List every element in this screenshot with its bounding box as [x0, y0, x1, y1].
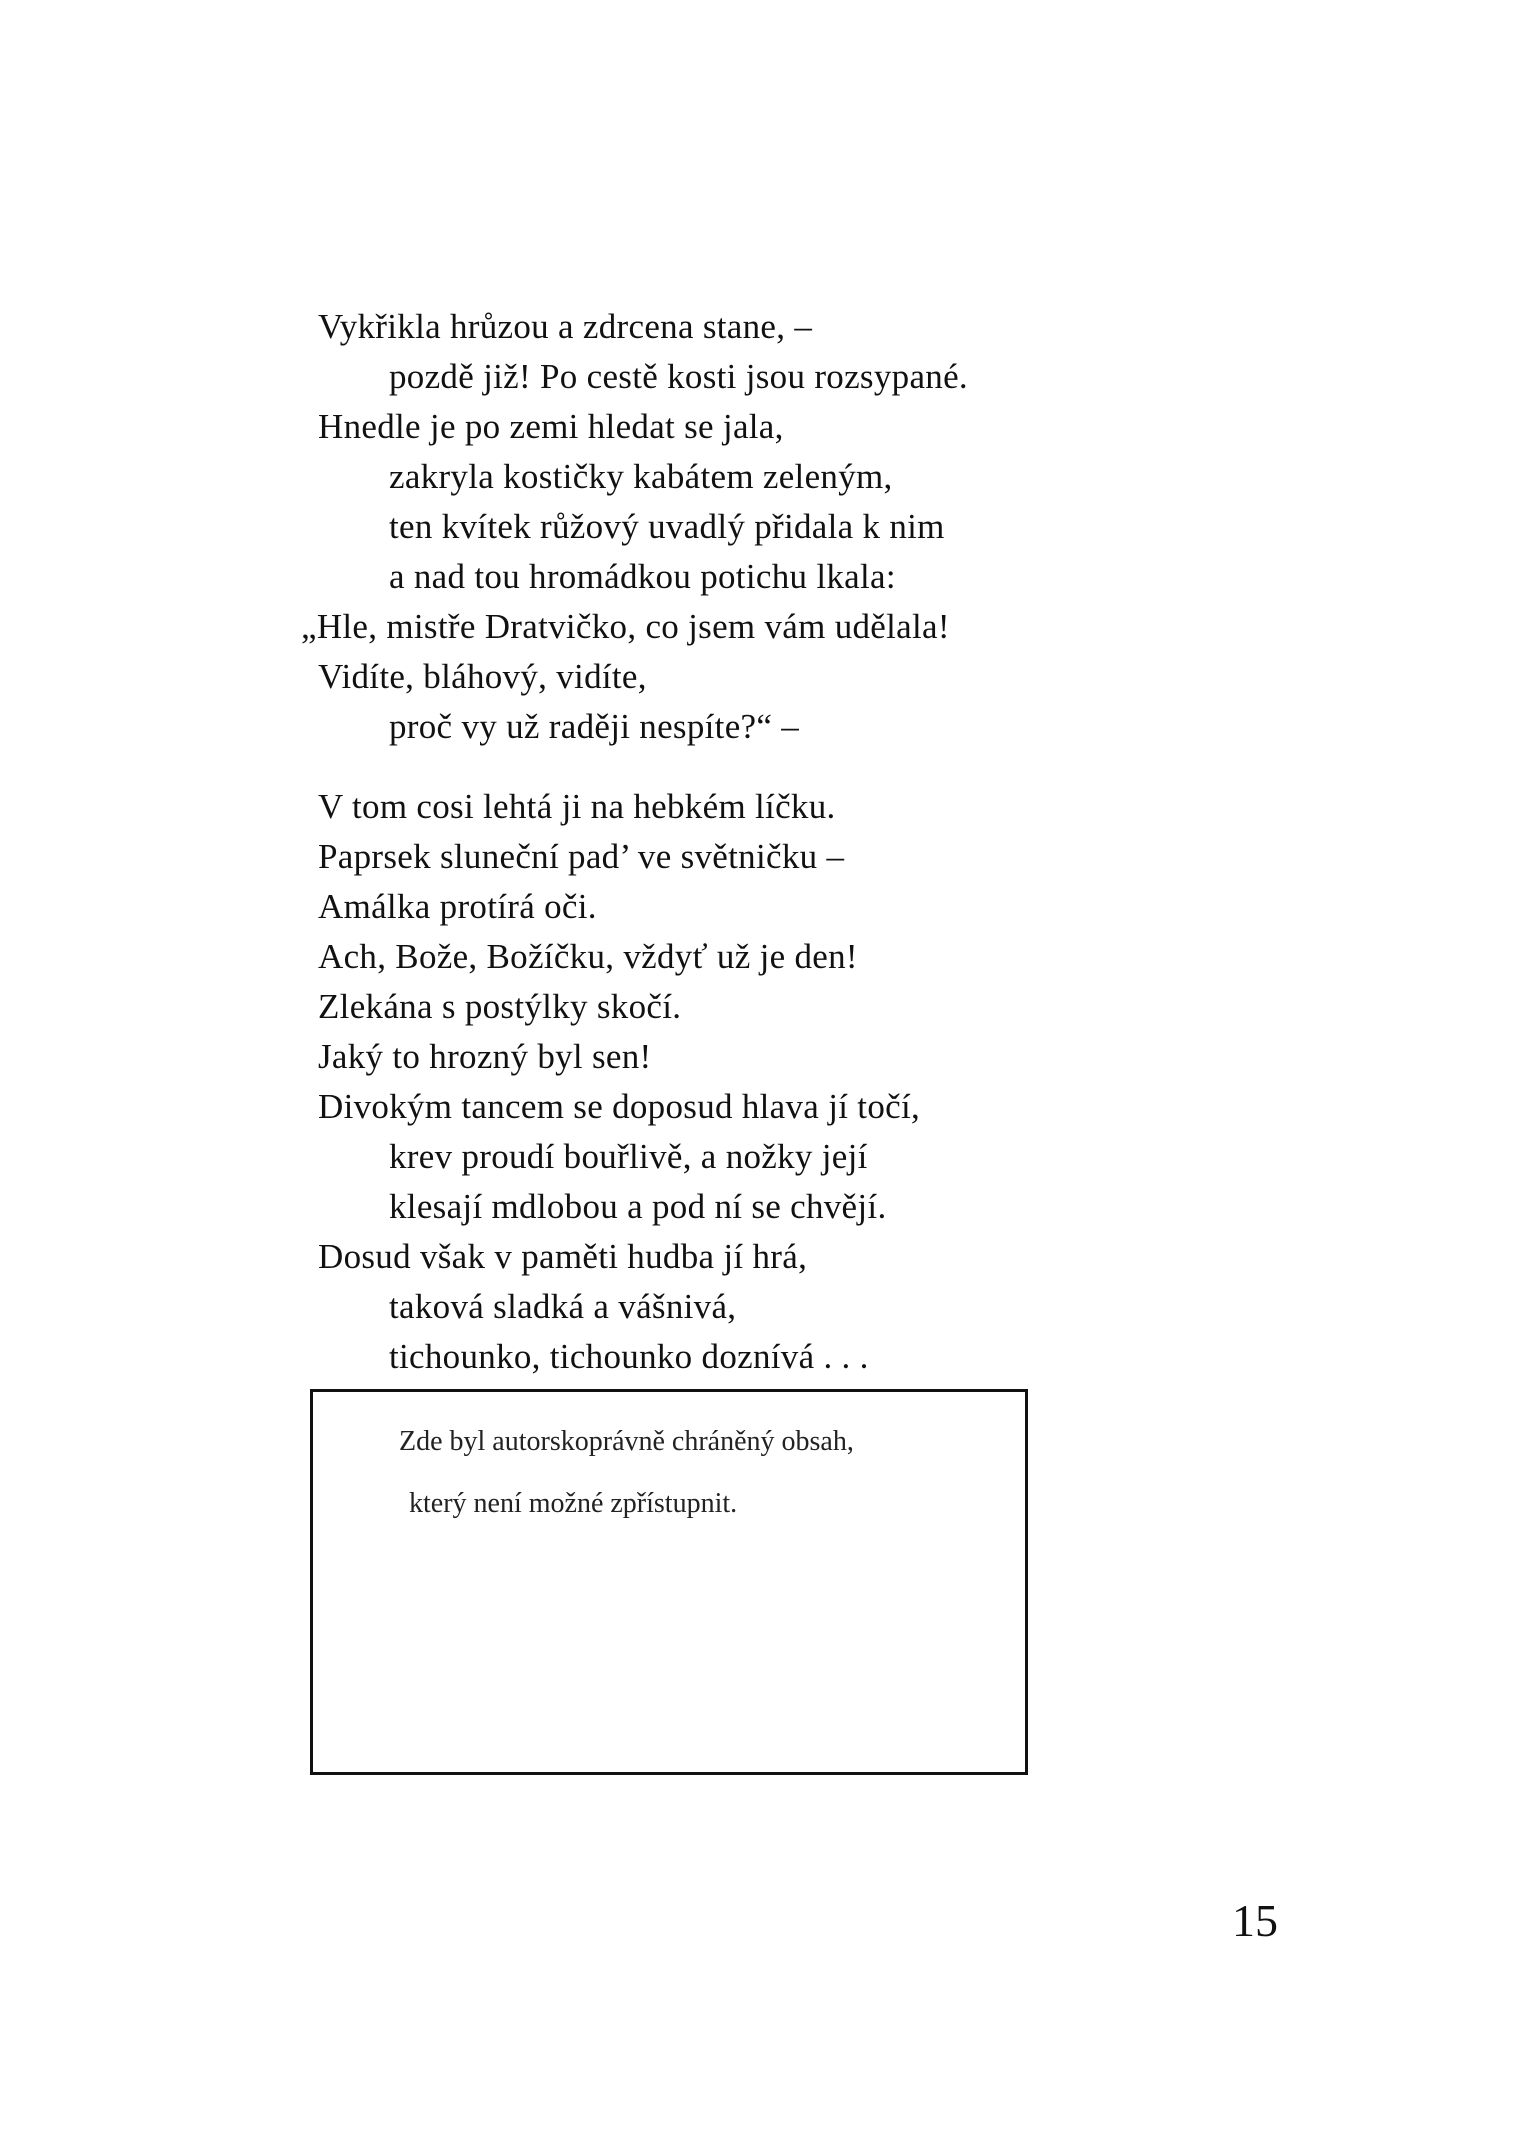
poem-line: Vidíte, bláhový, vidíte, — [318, 657, 647, 696]
poem-line: ten kvítek růžový uvadlý přidala k nim — [389, 507, 945, 546]
poem-line: krev proudí bouřlivě, a nožky její — [389, 1137, 868, 1176]
poem-line: pozdě již! Po cestě kosti jsou rozsypané. — [389, 357, 968, 396]
copyright-notice-box — [310, 1389, 1028, 1775]
poem-line: Paprsek sluneční pad’ ve světničku – — [318, 837, 845, 876]
poem-line: Zlekána s postýlky skočí. — [318, 987, 682, 1026]
poem-line: Divokým tancem se doposud hlava jí točí, — [318, 1087, 921, 1126]
poem-line: Hnedle je po zemi hledat se jala, — [318, 407, 784, 446]
poem-line: Ach, Bože, Božíčku, vždyť už je den! — [318, 937, 858, 976]
copyright-notice-line: Zde byl autorskoprávně chráněný obsah, — [399, 1426, 854, 1457]
poem-line: taková sladká a vášnivá, — [389, 1287, 737, 1326]
poem-line: zakryla kostičky kabátem zeleným, — [389, 457, 893, 496]
poem-line: proč vy už raději nespíte?“ – — [389, 707, 800, 746]
poem-line: „Hle, mistře Dratvičko, co jsem vám udělala! — [301, 607, 950, 646]
poem-line: Dosud však v paměti hudba jí hrá, — [318, 1237, 808, 1276]
poem-line: a nad tou hromádkou potichu lkala: — [389, 557, 896, 596]
poem-line: Vykřikla hrůzou a zdrcena stane, – — [318, 307, 813, 346]
poem-line: tichounko, tichounko doznívá . . . — [389, 1337, 869, 1376]
page-number: 15 — [1232, 1895, 1278, 1946]
poem-line: V tom cosi lehtá ji na hebkém líčku. — [318, 787, 836, 826]
poem-line: klesají mdlobou a pod ní se chvějí. — [389, 1187, 887, 1226]
poem-line: Amálka protírá oči. — [318, 887, 597, 926]
poem-line: Jaký to hrozný byl sen! — [318, 1037, 652, 1076]
copyright-notice-line: který není možné zpřístupnit. — [409, 1488, 738, 1519]
